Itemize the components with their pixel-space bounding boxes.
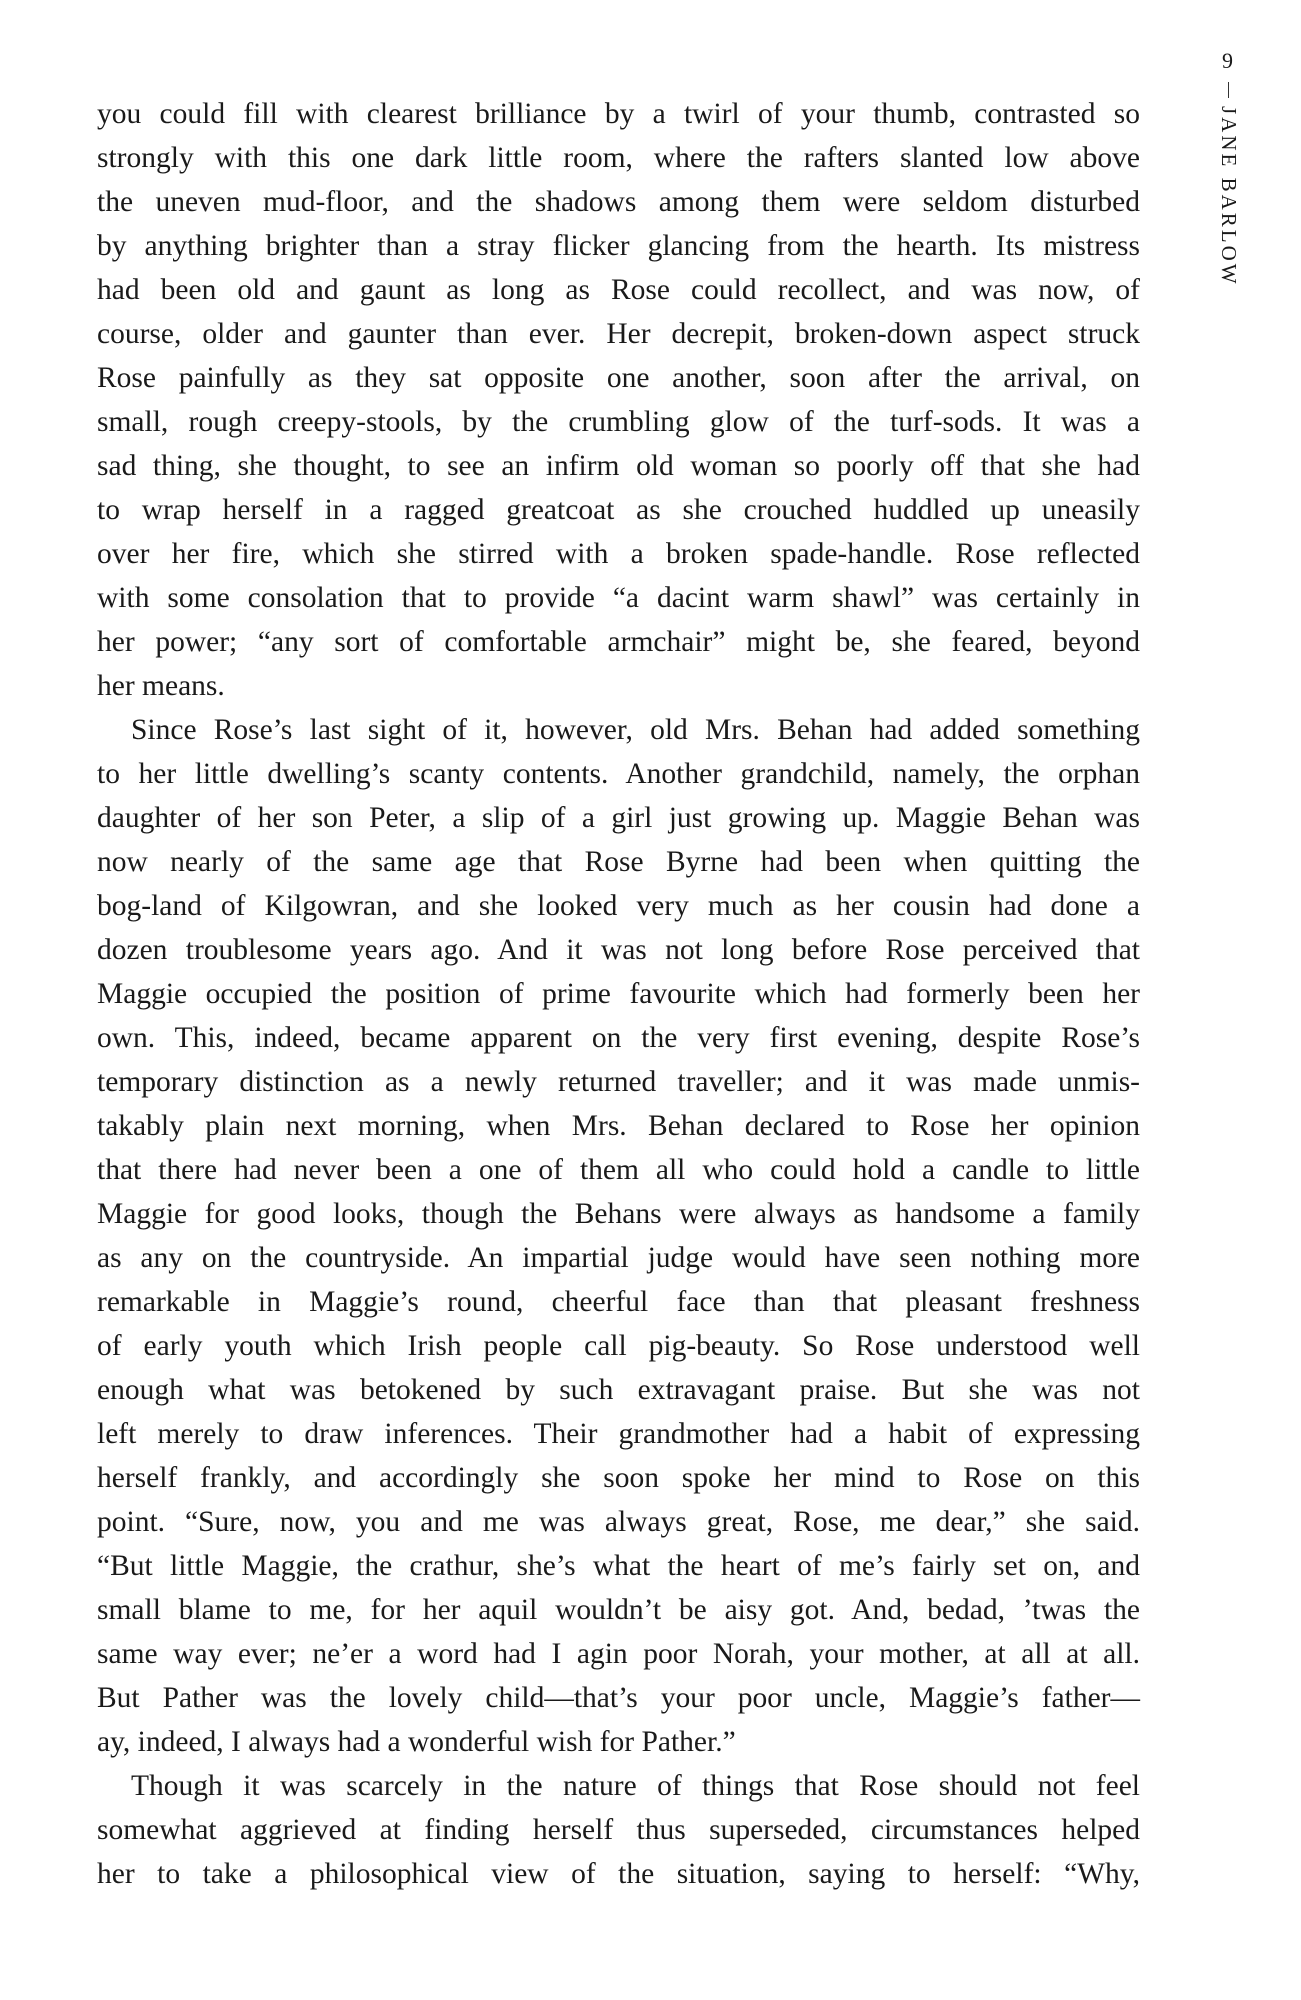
text-line: course, older and gaunter than ever. Her decrepit, broken-down aspect struck (97, 318, 1140, 350)
text-line: that there had never been a one of them all who could hold a candle to little (97, 1154, 1140, 1186)
text-line: takably plain next morning, when Mrs. Behan declared to Rose her opinion (97, 1110, 1140, 1142)
text-line: same way ever; ne’er a word had I agin poor Norah, your mother, at all at all. (97, 1638, 1140, 1670)
text-line: bog-land of Kilgowran, and she looked very much as her cousin had done a (97, 890, 1140, 922)
text-line: enough what was betokened by such extravagant praise. But she was not (97, 1374, 1140, 1406)
paragraph-end-line: her means. (97, 670, 225, 702)
text-line: strongly with this one dark little room, where the rafters slanted low above (97, 142, 1140, 174)
text-line: But Pather was the lovely child—that’s your poor uncle, Maggie’s father— (97, 1682, 1140, 1714)
text-line: small blame to me, for her aquil wouldn’t be aisy got. And, bedad, ’twas the (97, 1594, 1140, 1626)
text-line: her power; “any sort of comfortable armchair” might be, she feared, beyond (97, 626, 1140, 658)
text-line: herself frankly, and accordingly she soon spoke her mind to Rose on this (97, 1462, 1140, 1494)
text-line: to her little dwelling’s scanty contents. Another grandchild, namely, the orphan (97, 758, 1140, 790)
text-line: temporary distinction as a newly returned traveller; and it was made unmis- (97, 1066, 1140, 1098)
paragraph-end-line: ay, indeed, I always had a wonderful wish for Pather.” (97, 1726, 736, 1758)
text-line: over her fire, which she stirred with a broken spade-handle. Rose reflected (97, 538, 1140, 570)
text-line: the uneven mud-floor, and the shadows among them were seldom disturbed (97, 186, 1140, 218)
text-line: her to take a philosophical view of the situation, saying to herself: “Why, (97, 1858, 1140, 1890)
text-line: Maggie for good looks, though the Behans were always as handsome a family (97, 1198, 1140, 1230)
text-line: small, rough creepy-stools, by the crumbling glow of the turf-sods. It was a (97, 406, 1140, 438)
text-line: own. This, indeed, became apparent on the very first evening, despite Rose’s (97, 1022, 1140, 1054)
text-line: to wrap herself in a ragged greatcoat as she crouched huddled up uneasily (97, 494, 1140, 526)
paragraph-start-line: Since Rose’s last sight of it, however, old Mrs. Behan had added something (131, 714, 1140, 746)
text-line: dozen troublesome years ago. And it was not long before Rose perceived that (97, 934, 1140, 966)
text-line: by anything brighter than a stray flicker glancing from the hearth. Its mistress (97, 230, 1140, 262)
text-line: as any on the countryside. An impartial judge would have seen nothing more (97, 1242, 1140, 1274)
text-line: with some consolation that to provide “a dacint warm shawl” was certainly in (97, 582, 1140, 614)
text-line: Maggie occupied the position of prime favourite which had formerly been her (97, 978, 1140, 1010)
text-line: point. “Sure, now, you and me was always great, Rose, me dear,” she said. (97, 1506, 1140, 1538)
text-line: had been old and gaunt as long as Rose could recollect, and was now, of (97, 274, 1140, 306)
text-line: left merely to draw inferences. Their grandmother had a habit of expressing (97, 1418, 1140, 1450)
paragraph-start-line: Though it was scarcely in the nature of things that Rose should not feel (131, 1770, 1140, 1802)
text-line: of early youth which Irish people call pig-beauty. So Rose understood well (97, 1330, 1140, 1362)
text-line: now nearly of the same age that Rose Byrne had been when quitting the (97, 846, 1140, 878)
text-line: remarkable in Maggie’s round, cheerful face than that pleasant freshness (97, 1286, 1140, 1318)
text-line: sad thing, she thought, to see an infirm old woman so poorly off that she had (97, 450, 1140, 482)
text-line: you could fill with clearest brilliance by a twirl of your thumb, contrasted so (97, 98, 1140, 130)
text-line: daughter of her son Peter, a slip of a girl just growing up. Maggie Behan was (97, 802, 1140, 834)
text-line: Rose painfully as they sat opposite one another, soon after the arrival, on (97, 362, 1140, 394)
running-head-divider (1228, 82, 1229, 98)
body-text (97, 92, 1140, 1896)
text-line: “But little Maggie, the crathur, she’s what the heart of me’s fairly set on, and (97, 1550, 1140, 1582)
running-head: JANE BARLOW (1217, 106, 1241, 287)
text-line: somewhat aggrieved at finding herself thus superseded, circumstances helped (97, 1814, 1140, 1846)
page-number: 9 (1222, 48, 1233, 73)
